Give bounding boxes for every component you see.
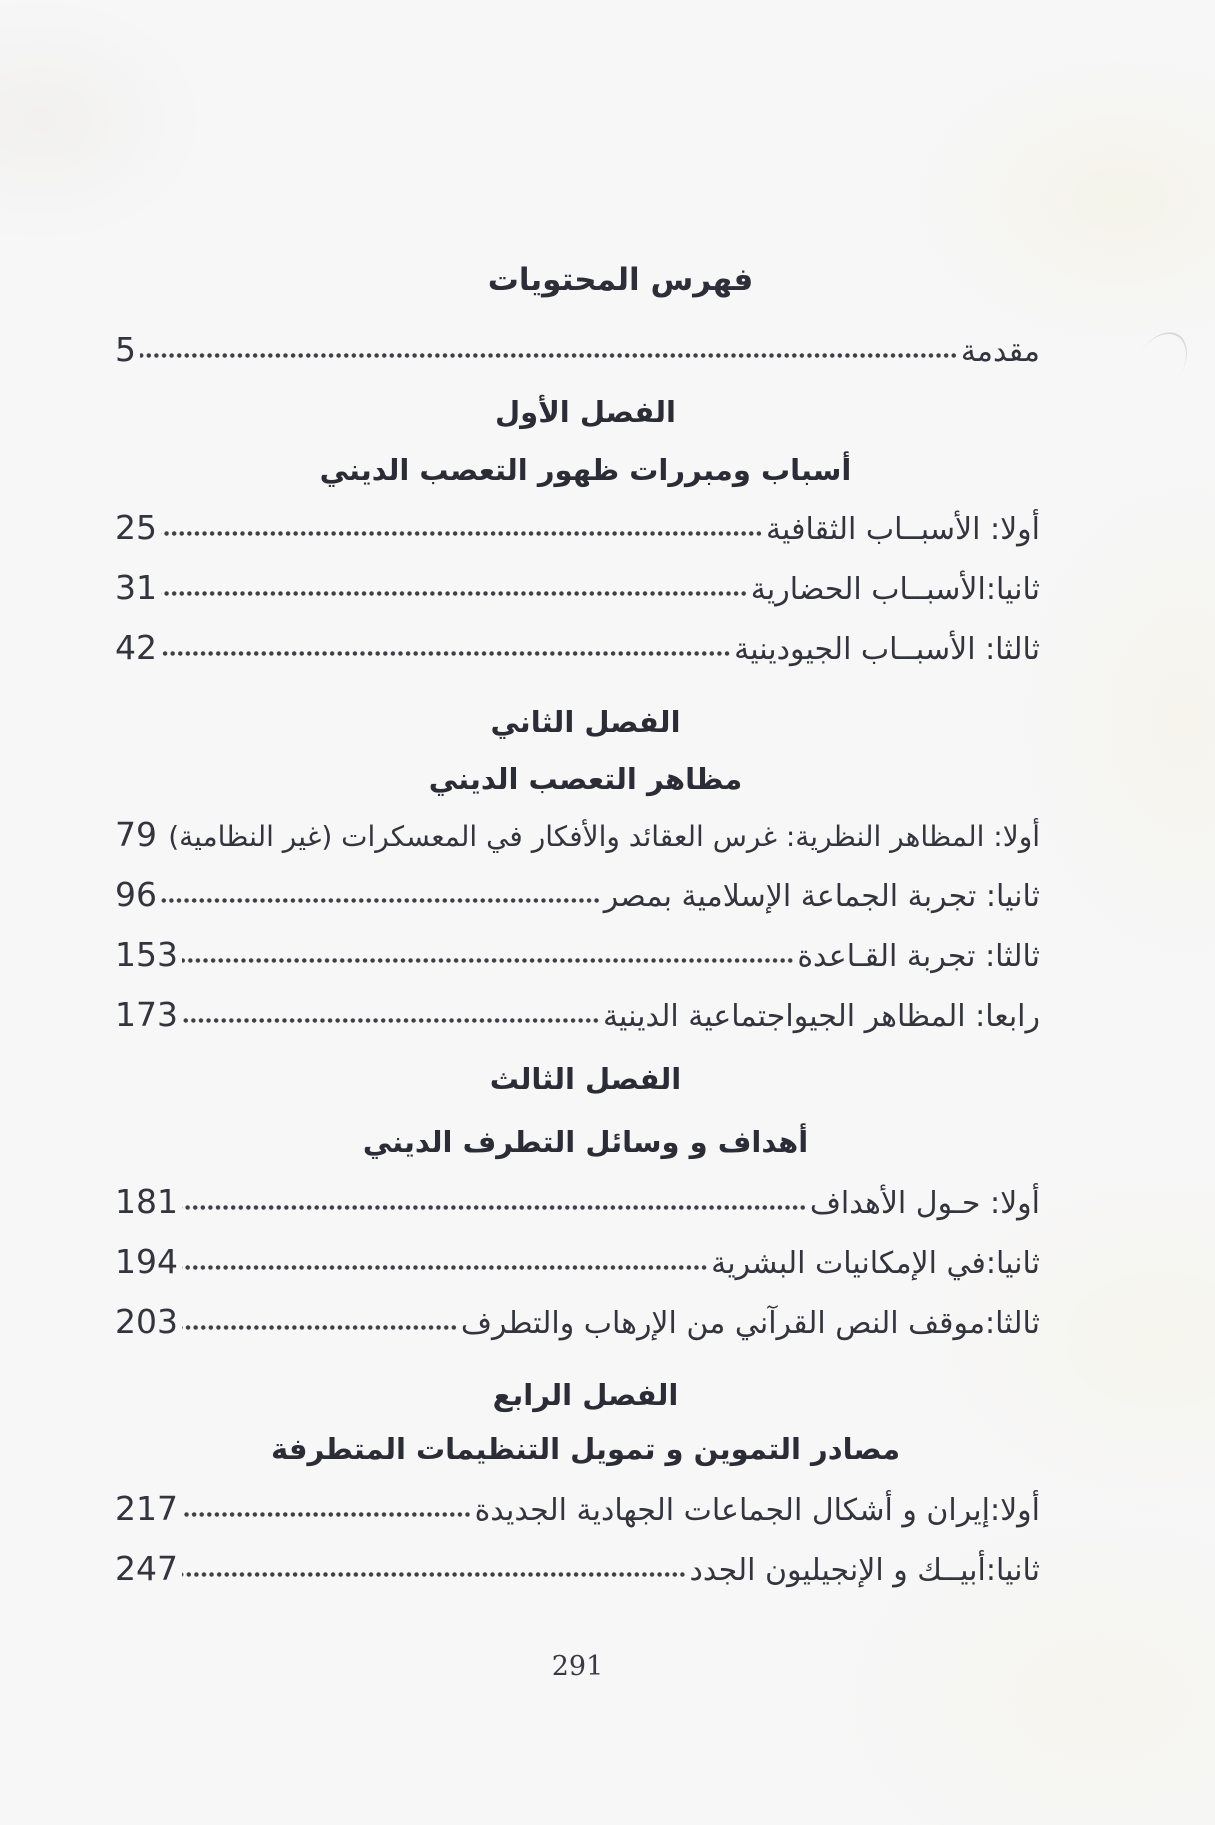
toc-entry: [115, 1487, 1040, 1531]
toc-entry: [115, 933, 1040, 977]
dot-leader: [182, 1264, 708, 1271]
toc-entry: [115, 813, 1040, 857]
toc-entry: [115, 1547, 1040, 1591]
folio-page-number: 291: [551, 1651, 604, 1682]
toc-entry-label: ثانيا:أبيــك و الإنجيليون الجدد: [689, 1553, 1040, 1588]
toc-entry-label: ثانيا:في الإمكانيات البشرية: [711, 1246, 1040, 1281]
toc-entry-label: أولا:إيران و أشكال الجماعات الجهادية الجديدة: [474, 1493, 1040, 1528]
toc-entry-page: 79: [115, 815, 157, 854]
toc-entry-label: أولا: المظاهر النظرية: غرس العقائد والأفكار في المعسكرات (غير النظامية): [168, 820, 1040, 853]
toc-entry: [115, 993, 1040, 1037]
page-title: فهرس المحتويات: [487, 262, 754, 298]
dot-leader: [161, 530, 763, 537]
dot-leader: [182, 1204, 807, 1211]
toc-entry: [115, 1300, 1040, 1344]
chapter-heading: الفصل الرابع: [492, 1378, 679, 1412]
chapter-subtitle: أهداف و وسائل التطرف الديني: [362, 1125, 809, 1159]
toc-entry-label: ثانيا: تجربة الجماعة الإسلامية بمصر: [603, 879, 1040, 914]
chapter-subtitle: مظاهر التعصب الديني: [428, 762, 743, 796]
toc-entry: [115, 1240, 1040, 1284]
toc-entry-page: 25: [115, 508, 157, 547]
chapter-heading: الفصل الأول: [495, 395, 676, 429]
dot-leader: [140, 352, 958, 359]
toc-entry-page: 247: [115, 1549, 178, 1588]
toc-entry-label: ثانيا:الأسبــاب الحضارية: [750, 572, 1040, 607]
toc-entry-page: 42: [115, 628, 157, 667]
toc-entry-label: ثالثا: تجربة القـاعدة: [797, 939, 1040, 974]
toc-entry: [115, 873, 1040, 917]
toc-entry-page: 31: [115, 568, 157, 607]
toc-entry-page: 194: [115, 1242, 178, 1281]
toc-entry-label: أولا: الأسبــاب الثقافية: [765, 512, 1040, 547]
toc-entry-page: 181: [115, 1182, 178, 1221]
toc-entry-page: 153: [115, 935, 178, 974]
chapter-heading: الفصل الثالث: [489, 1062, 682, 1096]
toc-entry-page: 5: [115, 330, 136, 369]
toc-entry: [115, 328, 1040, 372]
toc-entry-page: 217: [115, 1489, 178, 1528]
toc-entry: [115, 626, 1040, 670]
dot-leader: [161, 590, 748, 597]
toc-entry-label: مقدمة: [960, 334, 1040, 369]
toc-entry-label: ثالثا: الأسبــاب الجيودينية: [734, 632, 1040, 667]
toc-entry-page: 173: [115, 995, 178, 1034]
dot-leader: [182, 1324, 458, 1331]
dot-leader: [182, 957, 794, 964]
chapter-heading: الفصل الثاني: [490, 705, 681, 739]
toc-entry: [115, 506, 1040, 550]
chapter-subtitle: أسباب ومبررات ظهور التعصب الديني: [319, 453, 852, 487]
toc-entry: [115, 1180, 1040, 1224]
toc-entry-label: رابعا: المظاهر الجيواجتماعية الدينية: [602, 999, 1040, 1034]
chapter-subtitle: مصادر التموين و تمويل التنظيمات المتطرفة: [270, 1432, 901, 1466]
dot-leader: [182, 1017, 600, 1024]
toc-entry-label: أولا: حـول الأهداف: [809, 1186, 1040, 1221]
dot-leader: [161, 897, 601, 904]
toc-entry: [115, 566, 1040, 610]
dot-leader: [161, 650, 731, 657]
dot-leader: [182, 1571, 686, 1578]
dot-leader: [182, 1511, 472, 1518]
toc-entry-page: 96: [115, 875, 157, 914]
toc-entry-label: ثالثا:موقف النص القرآني من الإرهاب والتطرف: [460, 1306, 1040, 1341]
toc-entry-page: 203: [115, 1302, 178, 1341]
